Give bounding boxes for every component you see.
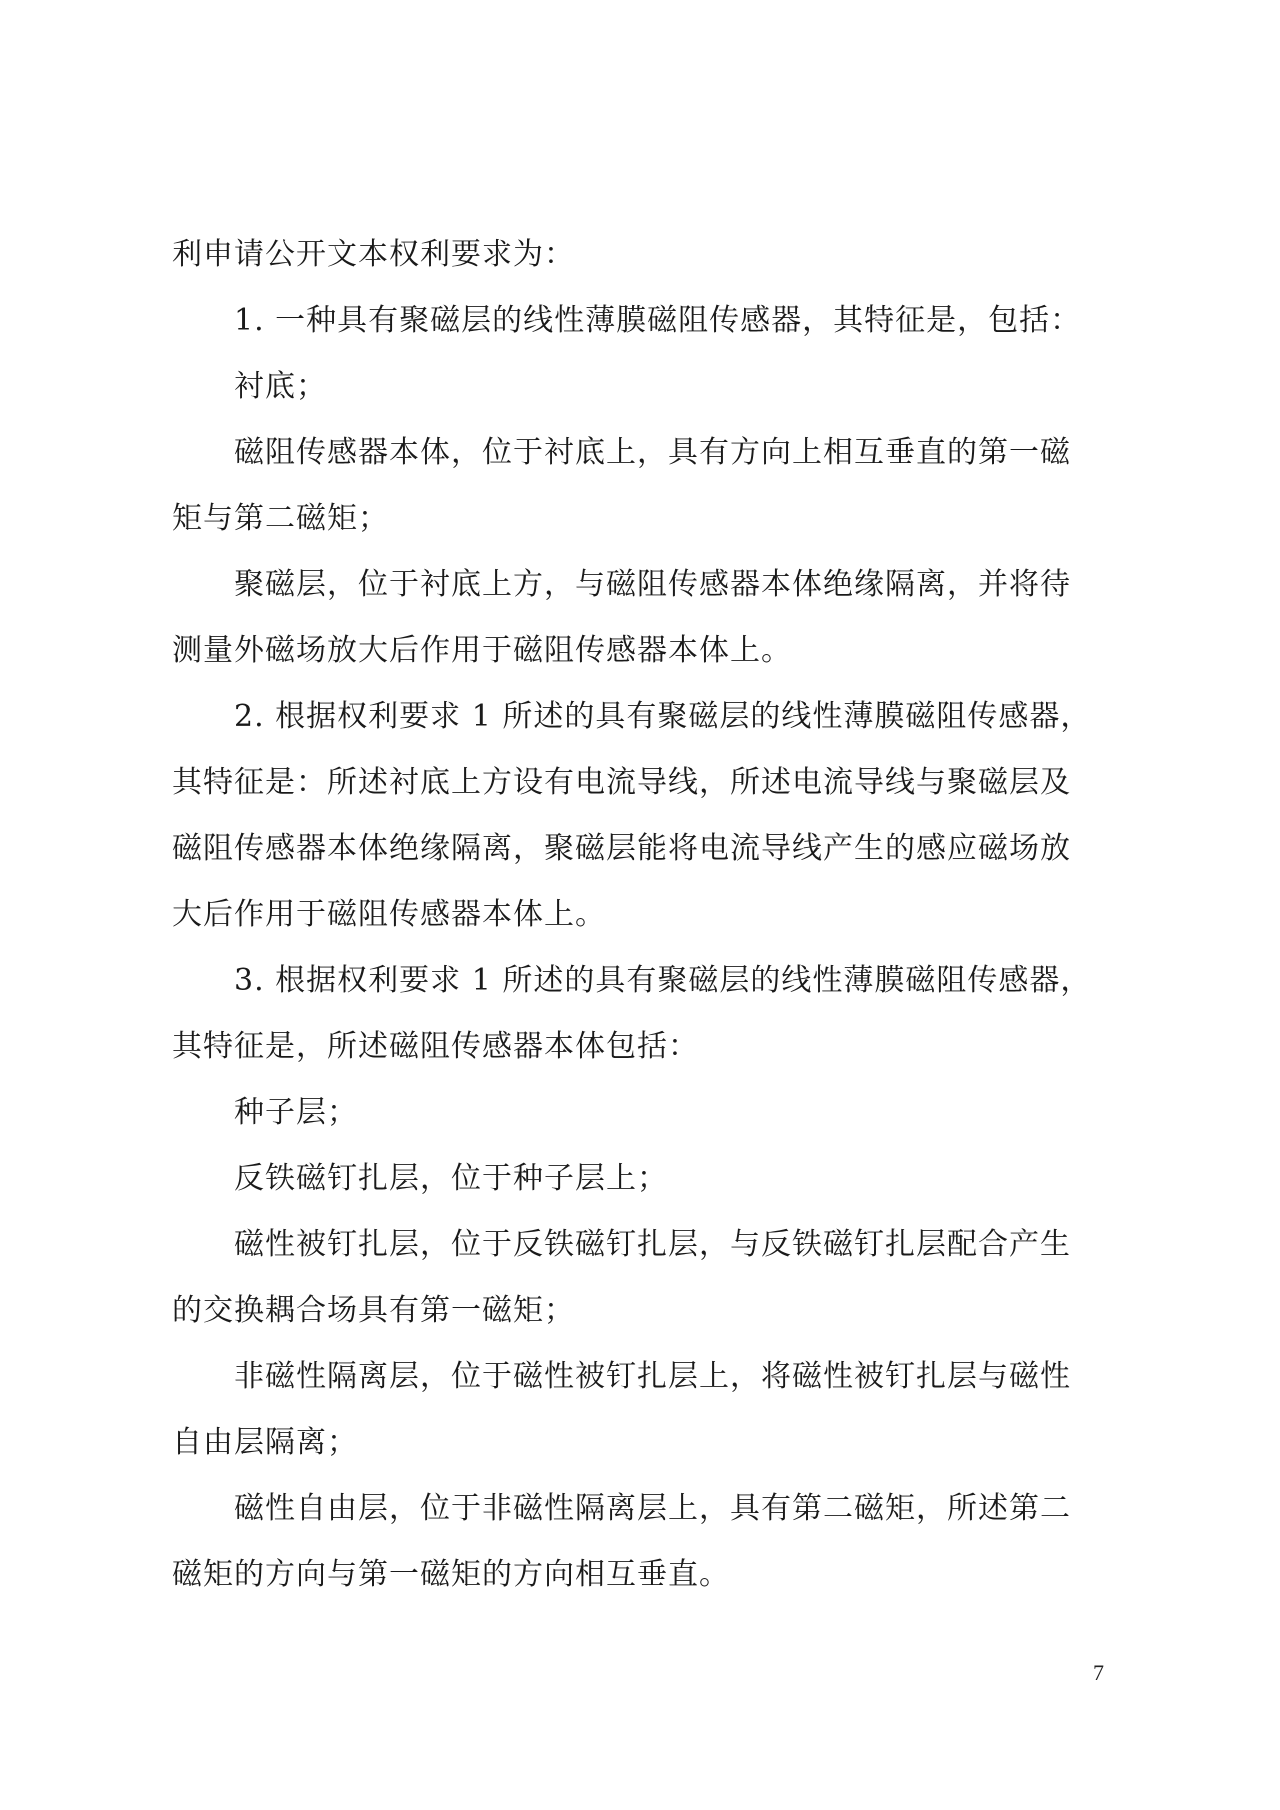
claims-text bbox=[172, 222, 1120, 1608]
text-line: 非磁性隔离层，位于磁性被钉扎层上，将磁性被钉扎层与磁性 bbox=[234, 1359, 1071, 1394]
text-line: 磁性被钉扎层，位于反铁磁钉扎层，与反铁磁钉扎层配合产生 bbox=[234, 1227, 1071, 1262]
text-line: 磁阻传感器本体，位于衬底上，具有方向上相互垂直的第一磁 bbox=[234, 435, 1071, 470]
text-line: 1. 一种具有聚磁层的线性薄膜磁阻传感器，其特征是，包括： bbox=[234, 303, 1082, 338]
text-line: 反铁磁钉扎层，位于种子层上； bbox=[234, 1161, 668, 1196]
text-line: 自由层隔离； bbox=[172, 1425, 358, 1460]
text-line: 其特征是，所述磁阻传感器本体包括： bbox=[172, 1029, 699, 1064]
text-line: 种子层； bbox=[234, 1095, 358, 1130]
text-line: 磁矩的方向与第一磁矩的方向相互垂直。 bbox=[172, 1557, 730, 1592]
text-line: 磁性自由层，位于非磁性隔离层上，具有第二磁矩，所述第二 bbox=[234, 1491, 1071, 1526]
text-line: 聚磁层，位于衬底上方，与磁阻传感器本体绝缘隔离，并将待 bbox=[234, 567, 1071, 602]
text-line: 矩与第二磁矩； bbox=[172, 501, 389, 536]
text-line: 利申请公开文本权利要求为： bbox=[172, 237, 575, 272]
text-line: 测量外磁场放大后作用于磁阻传感器本体上。 bbox=[172, 633, 792, 668]
text-line: 其特征是：所述衬底上方设有电流导线，所述电流导线与聚磁层及 bbox=[172, 765, 1071, 800]
page-number: 7 bbox=[1093, 1660, 1104, 1685]
text-line: 的交换耦合场具有第一磁矩； bbox=[172, 1293, 575, 1328]
text-line: 2. 根据权利要求 1 所述的具有聚磁层的线性薄膜磁阻传感器， bbox=[234, 699, 1092, 734]
text-line: 磁阻传感器本体绝缘隔离，聚磁层能将电流导线产生的感应磁场放 bbox=[172, 831, 1071, 866]
text-line: 3. 根据权利要求 1 所述的具有聚磁层的线性薄膜磁阻传感器， bbox=[234, 963, 1092, 998]
text-line: 衬底； bbox=[234, 369, 327, 404]
text-line: 大后作用于磁阻传感器本体上。 bbox=[172, 897, 606, 932]
